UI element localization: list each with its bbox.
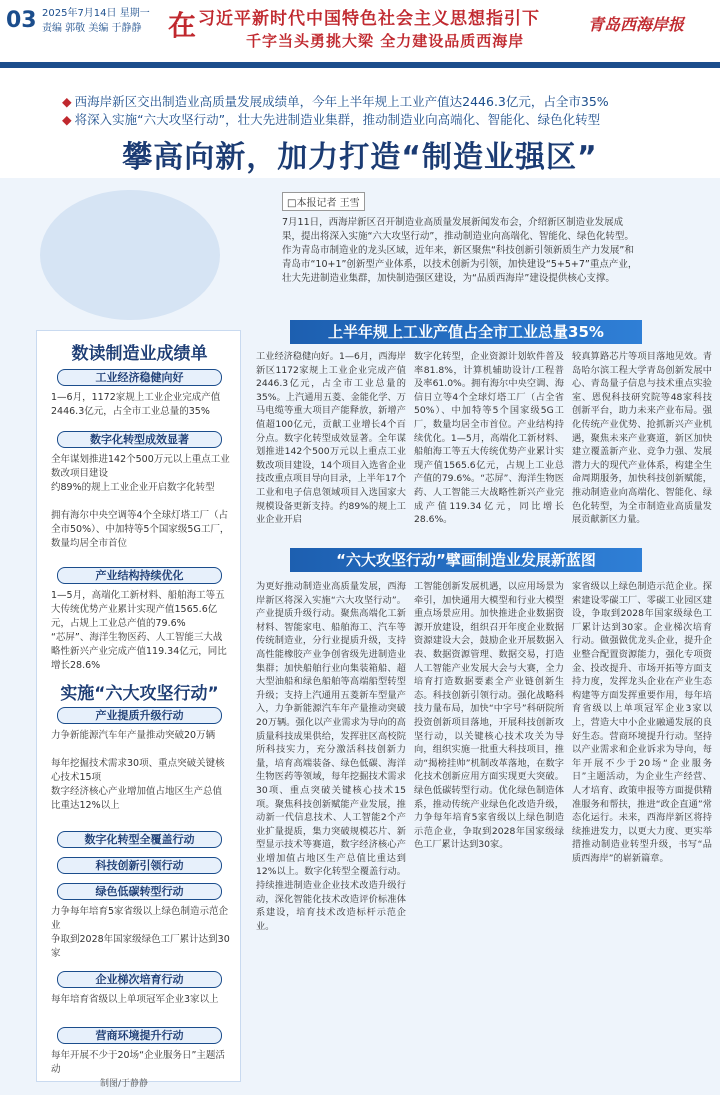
section-1-col-2: 数字化转型，企业资源计划软件普及率81.8%，计算机辅助设计/工程普及率61.0%。拥有海尔中央空调、海信日立等4个全球灯塔工厂（占全省50%）、中加特等5个国家级5G工厂，数量均居全市首位。产业结构持续优化。1—5月，高端化工新材料、船舶海工等五大传统优势产业累计实现产值1565.6亿元，占规上工业总产值的79.6%。“芯屏”、海洋生物医药、人工智能三大战略性新兴产业完成产值119.34亿元，同比增长28.6%。 — [414, 351, 564, 526]
sidebar-stat: 每年挖掘技术需求30项、重点突破关键核心技术15项 — [51, 758, 225, 783]
sidebar-pill: 数字化转型成效显著 — [57, 431, 222, 448]
sidebar-title-1: 数读制造业成绩单 — [71, 344, 208, 364]
sidebar-stat: 争取到2028年国家级绿色工厂累计达到30家 — [51, 934, 230, 959]
graphic-credit: 制图/于静静 — [100, 1079, 149, 1089]
section-2-col-2: 工智能创新发展机遇，以应用场景为牵引，加快通用大模型和行业大模型重点场景应用。加快推进企业数据资源开放建设，组织召开年度企业数据资源建设大会，鼓励企业开展数据入表、数据资源管理、数据交易，打造人工智能产业发展大会与大赛，全力培育打造数据要素全产业链创新生态。科技创新引领行动。强化战略科技力量布局，加快“中字号”科研院所投资创新项目落地，开展科技创新攻坚行动，以关键核心技术攻关为导向，组织实施一批重大科技项目，推动“揭榜挂帅”机制改革落地，在数字化技术创新应用方面实现更大突破。绿色低碳转型行动。优化绿色制造体系，推动传统产业绿色化改造升级，力争每年培育5家省级以上绿色制造示范企业，争取到2028年国家级绿色工厂累计达到30家。 — [414, 581, 564, 851]
sidebar-pill: 营商环境提升行动 — [57, 1027, 222, 1044]
sidebar-title-2: 实施“六大攻坚行动” — [60, 684, 219, 704]
section-1-col-3: 较真算路芯片等项目落地见效。青岛哈尔滨工程大学青岛创新发展中心、青岛量子信息与技术重点实验室、恩倪科技研究院等48家科技创新平台，助力未来产业布局。强化传统产业优势、抢抓新兴产业机遇，聚焦未来产业赛道，新区加快建立覆盖新产业、竞争力强、发展潜力大的现代产业体系，构建全生命周期服务，加快科技创新赋能，推动制造业向高端化、智能化、绿色化转型，为全市制造业高质量发展贡献新区力量。 — [572, 351, 712, 526]
brand-logo: 青岛西海岸报 — [588, 15, 685, 34]
masthead — [0, 0, 720, 74]
issue-meta — [42, 6, 150, 36]
sidebar-pill: 企业梯次培育行动 — [57, 971, 222, 988]
byline: □本报记者 王雪 — [282, 192, 365, 211]
sidebar-stat: 1—6月，1172家规上工业企业完成产值2446.3亿元，占全市工业总量的35% — [51, 392, 221, 417]
section-1-col-1: 工业经济稳健向好。1—6月，西海岸新区1172家规上工业企业完成产值2446.3亿元，占全市工业总量的35%。上汽通用五菱、金能化学、万马电缆等重大项目产能释放，新增产值超100亿元，贡献工业增长4个百分点。数字化转型成效显著。全年谋划推进142个500万元以上重点工业数改项目建设，14个项目入选省企业技改重点项目导向目录，上半年17个工业和电子信息领域项目入选国家大规模设备更新支持。约89%的规上工业企业开启 — [256, 351, 406, 526]
slogan-line-2: 千字当头勇挑大梁 全力建设品质西海岸 — [246, 32, 525, 50]
sidebar-pill: 工业经济稳健向好 — [57, 369, 222, 386]
slogan-line-1: 习近平新时代中国特色社会主义思想指引下 — [198, 9, 540, 29]
section-1-title: 上半年规上工业产值占全市工业总量35% — [290, 320, 642, 344]
sidebar-stat: 每年培育省级以上单项冠军企业3家以上 — [51, 994, 219, 1005]
subhead-2: ◆ 将深入实施“六大攻坚行动”，壮大先进制造业集群，推动制造业向高端化、智能化、绿色化转型 — [62, 112, 601, 127]
sidebar-stat: 数字经济核心产业增加值占地区生产总值比重达12%以上 — [51, 786, 223, 811]
triangle-icon: ◆ — [62, 112, 72, 127]
sidebar-pill: 产业结构持续优化 — [57, 567, 222, 584]
sidebar-pill: 绿色低碳转型行动 — [57, 883, 222, 900]
sidebar-stat: 约89%的规上工业企业开启数字化转型 — [51, 482, 215, 493]
editor-line: 责编 郭敬 美编 于静静 — [42, 23, 142, 34]
sidebar-stat: 全年谋划推进142个500万元以上重点工业数改项目建设 — [51, 454, 230, 479]
sidebar-stat: “芯屏”、海洋生物医药、人工智能三大战略性新兴产业完成产值119.34亿元，同比增长28.6% — [51, 632, 227, 671]
section-2-title: “六大攻坚行动”擘画制造业发展新蓝图 — [290, 548, 642, 572]
sidebar-pill: 数字化转型全覆盖行动 — [57, 831, 222, 848]
page-title: 攀高向新，加力打造“制造业强区” — [122, 140, 598, 175]
seal-logo: 在 — [168, 9, 197, 42]
stats-sidebar — [36, 330, 241, 1082]
decorative-shape — [40, 190, 220, 320]
sidebar-stat: 力争新能源汽车年产量推动突破20万辆 — [51, 730, 216, 741]
section-2-col-3: 家省级以上绿色制造示范企业。探索建设零碳工厂、零碳工业园区建设，争取到2028年国家级绿色工厂累计达到30家。企业梯次培育行动。做强做优龙头企业，提升企业整合配置资源能力，强化专项资金、投改提升、市场开拓等方面支持力度，发挥龙头企业在产业生态构建等方面发挥重要作用，每年培育省级以上单项冠军企业3家以上，营造大中小企业融通发展的良好生态。营商环境提升行动。坚持以产业需求和企业诉求为导向，每年开展不少于20场“企业服务日”主题活动，为企业生产经营、人才培育、政策申报等方面提供精准服务和帮扶，推进“政企直通”常态化运行。未来，西海岸新区将持续推进发力，以更大力度、更实举措推动制造业转型升级，书写“品质西海岸”的崭新篇章。 — [572, 581, 712, 864]
masthead-rule — [0, 62, 720, 68]
lede-paragraph: 7月11日，西海岸新区召开制造业高质量发展新闻发布会，介绍新区制造业发展成果，提出将深入实施“六大攻坚行动”，推动制造业向高端化、智能化、绿色化转型。作为青岛市制造业的龙头区域，近年来，新区聚焦“科技创新引领新质生产力发展”和青岛市“10+1”创新型产业体系，以技术创新为引领，加快建设“5+5+7”重点产业，壮大先进制造业集群，加快制造强区建设，为“品质西海岸”建设提供核心支撑。 — [282, 217, 638, 284]
subhead-1: ◆ 西海岸新区交出制造业高质量发展成绩单，今年上半年规上工业产值达2446.3亿元，占全市35% — [62, 94, 609, 109]
triangle-icon: ◆ — [62, 94, 72, 109]
date-line: 2025年7月14日 星期一 — [42, 8, 150, 19]
section-2-col-1: 为更好推动制造业高质量发展，西海岸新区将深入实施“六大攻坚行动”。产业提质升级行动。聚焦高端化工新材料、智能家电、船舶海工、汽车等传统制造业，分行业提质升级，支持高性能橡胶产业争创省级先进制造业集群；加快船舶行业向集装箱船、超大型油船和绿色船舶等高端船型转型升级；支持上汽通用五菱新车型量产入，力争新能源汽车年产量推动突破20万辆。强化以产业需求为导向的高质量科技成果供给，发挥驻区高校院所科技实力，充分激活科技创新力量，培育高端装备、绿色低碳、海洋生物医药等领域，每年挖掘技术需求30项、重点突破关键核心技术15项。聚焦科技创新赋能产业发展，推动新一代信息技术、人工智能2个产业扩量提质，集力突破规模芯片、新型显示技术等赛道，数字经济核心产业增加值占地区生产总值比重达到12%以上。数字化转型全覆盖行动。持续推进制造业企业技术改造升级行动，深化智能化技术改造评价标准体系建设，培育技术改造标杆示范企业。 — [256, 581, 406, 932]
sidebar-stat: 每年开展不少于20场“企业服务日”主题活动 — [51, 1050, 225, 1075]
sidebar-stat: 力争每年培育5家省级以上绿色制造示范企业 — [51, 906, 229, 931]
sidebar-pill: 产业提质升级行动 — [57, 707, 222, 724]
page-number: 03 — [6, 8, 37, 33]
sidebar-stat: 拥有海尔中央空调等4个全球灯塔工厂（占全市50%）、中加特等5个国家级5G工厂，数量均居全市首位 — [51, 510, 230, 549]
sidebar-pill: 科技创新引领行动 — [57, 857, 222, 874]
sidebar-stat: 1—5月，高端化工新材料、船舶海工等五大传统优势产业累计实现产值1565.6亿元，占规上工业总产值的79.6% — [51, 590, 225, 629]
